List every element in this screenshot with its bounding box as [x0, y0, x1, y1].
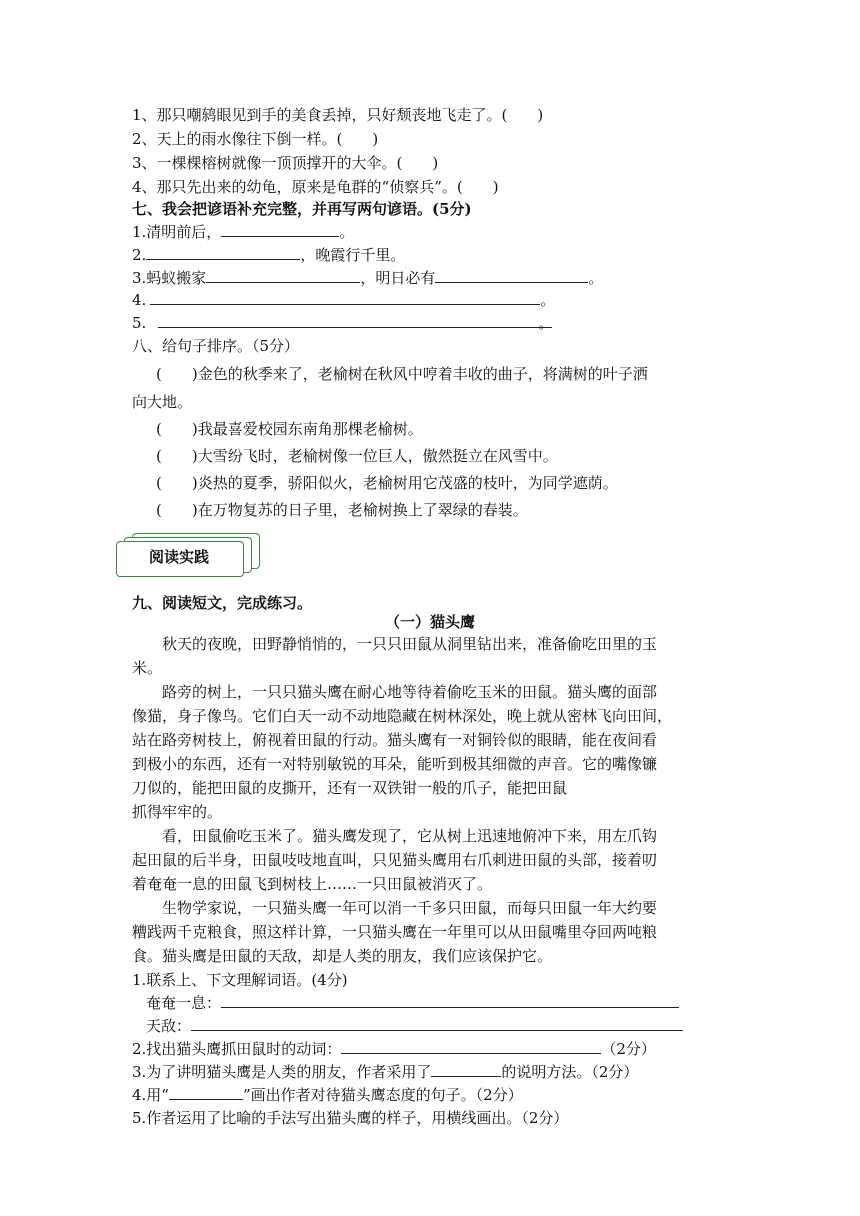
passage-line: 着奄奄一息的田鼠飞到树枝上……一只田鼠被消灭了。 — [132, 875, 493, 893]
proverb-3-blank-1[interactable] — [206, 268, 360, 283]
section-9-heading: 九、阅读短文，完成练习。 — [132, 594, 313, 612]
question-1b-blank[interactable] — [191, 1016, 683, 1031]
question-1b — [146, 1016, 683, 1036]
question-2-blank[interactable] — [341, 1039, 601, 1054]
order-sentence-1-cont: 向大地。 — [132, 393, 193, 411]
question-1: 1.联系上、下文理解词语。(4分) — [132, 971, 348, 989]
proverb-4-blank[interactable] — [150, 290, 540, 305]
judge-item-4: 4、那只先出来的幼龟，原来是龟群的“侦察兵”。( ) — [132, 178, 499, 196]
passage-title: （一）猫头鹰 — [384, 613, 475, 631]
question-3-text-end: 的说明方法。（2分） — [501, 1063, 639, 1081]
question-5: 5.作者运用了比喻的手法写出猫头鹰的样子，用横线画出。（2分） — [132, 1109, 569, 1127]
passage-line: 糟践两千克粮食，照这样计算，一只猫头鹰在一年里可以从田鼠嘴里夺回两吨粮 — [132, 923, 658, 941]
proverb-3-blank-2[interactable] — [435, 268, 588, 283]
proverb-3 — [132, 268, 603, 288]
passage-line: 抓得牢牢的。 — [132, 803, 223, 821]
proverb-4-num: 4. — [132, 291, 147, 309]
passage-line: 看，田鼠偷吃玉米了。猫头鹰发现了，它从树上迅速地俯冲下来，用左爪钩 — [132, 827, 658, 845]
question-3-blank[interactable] — [431, 1062, 501, 1077]
passage-line: 起田鼠的后半身，田鼠吱吱地直叫，只见猫头鹰用右爪刺进田鼠的头部，接着叨 — [132, 851, 658, 869]
passage-line: 到极小的东西，还有一对特别敏锐的耳朵，能听到极其细微的声音。它的嘴像镰 — [132, 755, 658, 773]
question-3-text: 3.为了讲明猫头鹰是人类的朋友，作者采用了 — [132, 1063, 432, 1081]
passage-line: 食。猫头鹰是田鼠的天敌，却是人类的朋友，我们应该保护它。 — [132, 947, 553, 965]
proverb-2-blank[interactable] — [146, 245, 300, 260]
proverb-5-blank[interactable] — [158, 313, 538, 328]
question-2 — [132, 1039, 656, 1059]
proverb-5-end: 。 — [538, 314, 554, 332]
order-sentence-2: ( )我最喜爱校园东南角那棵老榆树。 — [156, 420, 423, 438]
question-3 — [132, 1062, 638, 1082]
passage-line: 刀似的，能把田鼠的皮撕开，还有一双铁钳一般的爪子，能把田鼠 — [132, 779, 568, 797]
proverb-1-blank[interactable] — [221, 222, 339, 237]
judge-item-3: 3、一棵棵榕树就像一顶顶撑开的大伞。( ) — [132, 154, 439, 172]
question-1a-label: 奄奄一息： — [146, 994, 222, 1012]
proverb-1-text: 1.清明前后， — [132, 223, 222, 241]
proverb-3-text: 3.蚂蚁搬家 — [132, 269, 207, 287]
passage-line: 秋天的夜晚，田野静悄悄的，一只只田鼠从洞里钻出来，准备偷吃田里的玉 — [132, 635, 658, 653]
order-sentence-3: ( )大雪纷飞时，老榆树像一位巨人，傲然挺立在风雪中。 — [156, 447, 558, 465]
section-7-heading: 七、我会把谚语补充完整，并再写两句谚语。(5分) — [132, 200, 472, 218]
proverb-2 — [132, 245, 405, 265]
question-1a-blank[interactable] — [221, 993, 679, 1008]
proverb-2-num: 2. — [132, 246, 147, 264]
question-1b-label: 天敌： — [146, 1017, 192, 1035]
proverb-3-mid: ，明日必有 — [360, 269, 436, 287]
order-sentence-5: ( )在万物复苏的日子里，老榆树换上了翠绿的春装。 — [156, 501, 528, 519]
passage-line: 路旁的树上，一只只猫头鹰在耐心地等待着偷吃玉米的田鼠。猫头鹰的面部 — [132, 683, 658, 701]
passage-line: 米。 — [132, 659, 163, 677]
question-4-text-end: ”画出作者对待猫头鹰态度的句子。（2分） — [242, 1086, 523, 1104]
proverb-4-end: 。 — [540, 291, 556, 309]
proverb-5-num: 5. — [132, 314, 147, 332]
passage-line: 生物学家说，一只猫头鹰一年可以消一千多只田鼠，而每只田鼠一年大约要 — [132, 899, 658, 917]
question-4 — [132, 1085, 523, 1105]
passage-line: 站在路旁树枝上，俯视着田鼠的行动。猫头鹰有一对铜铃似的眼睛，能在夜间看 — [132, 731, 658, 749]
section-8-heading: 八、给句子排序。（5分） — [132, 337, 300, 355]
judge-item-2: 2、天上的雨水像往下倒一样。( ) — [132, 130, 379, 148]
passage-line: 像猫，身子像鸟。它们白天一动不动地隐藏在树林深处，晚上就从密林飞向田间， — [132, 707, 673, 725]
question-4-text: 4.用“ — [132, 1086, 169, 1104]
proverb-5 — [132, 313, 552, 333]
proverb-1-end: 。 — [339, 223, 355, 241]
proverb-1 — [132, 222, 354, 242]
order-sentence-4: ( )炎热的夏季，骄阳似火，老榆树用它茂盛的枝叶，为同学遮荫。 — [156, 474, 618, 492]
proverb-3-end: 。 — [588, 269, 604, 287]
question-1a — [146, 993, 679, 1013]
order-sentence-1: ( )金色的秋季来了，老榆树在秋风中哼着丰收的曲子，将满树的叶子洒 — [156, 365, 648, 383]
judge-item-1: 1、那只嘲鸫眼见到手的美食丢掉，只好颓丧地飞走了。( ) — [132, 106, 544, 124]
proverb-4 — [132, 290, 555, 310]
proverb-2-text: ，晚霞行千里。 — [300, 246, 406, 264]
question-2-score: （2分） — [601, 1040, 656, 1058]
reading-practice-badge — [116, 533, 261, 577]
question-4-blank[interactable] — [169, 1085, 243, 1100]
question-2-text: 2.找出猫头鹰抓田鼠时的动词： — [132, 1040, 342, 1058]
badge-label: 阅读实践 — [148, 548, 209, 566]
